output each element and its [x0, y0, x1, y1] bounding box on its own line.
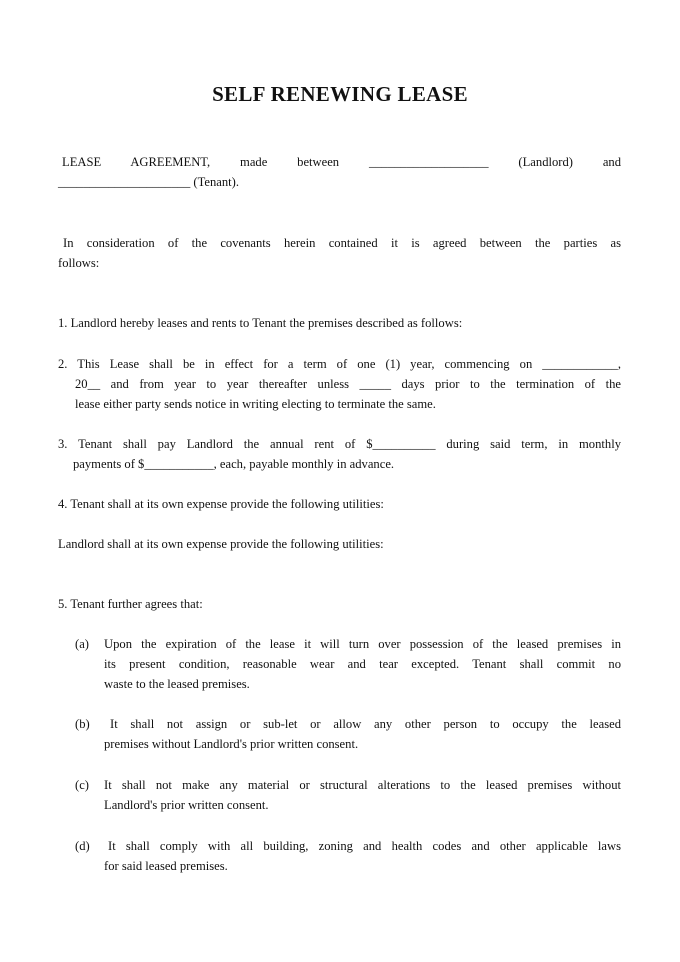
subclause-label: (d): [75, 839, 90, 853]
text-line: lease either party sends notice in writing electing to terminate the same.: [75, 397, 436, 411]
clause-5: [58, 594, 621, 614]
text-line: premises without Landlord's prior written consent.: [104, 737, 359, 751]
subclause-b: [75, 714, 621, 754]
text-line: 1. Landlord hereby leases and rents to Tenant the premises described as follows:: [58, 316, 463, 330]
text-line: 4. Tenant shall at its own expense provide the following utilities:: [58, 497, 384, 511]
text-line: It shall comply with all building, zoning and health codes and other applicable laws: [108, 839, 621, 853]
subclause-a: [75, 634, 621, 694]
text-line: follows:: [58, 256, 100, 270]
subclause-c: [75, 775, 621, 815]
text-line: for said leased premises.: [104, 859, 228, 873]
subclause-d: [75, 836, 621, 876]
clause-3: [58, 434, 621, 474]
text-line: Landlord shall at its own expense provide the following utilities:: [58, 537, 384, 551]
text-line: 5. Tenant further agrees that:: [58, 597, 203, 611]
document-title: SELF RENEWING LEASE: [212, 82, 468, 106]
text-line: It shall not assign or sub-let or allow any other person to occupy the leased: [110, 717, 621, 731]
text-line: waste to the leased premises.: [104, 677, 250, 691]
text-line: payments of $___________, each, payable monthly in advance.: [73, 457, 395, 471]
text-line: 3. Tenant shall pay Landlord the annual rent of $__________ during said term, in monthly: [58, 437, 621, 451]
text-line: Upon the expiration of the lease it will turn over possession of the leased premises in: [104, 637, 621, 651]
subclause-label: (b): [75, 717, 90, 731]
clause-1: [58, 313, 621, 333]
subclause-label: (c): [75, 778, 89, 792]
text-line: It shall not make any material or structural alterations to the leased premises without: [104, 778, 621, 792]
text-line: LEASE AGREEMENT, made between ___________________ (Landlord) and: [62, 155, 621, 169]
clause-4: [58, 494, 621, 514]
text-line: Landlord's prior written consent.: [104, 798, 269, 812]
landlord-utilities: [58, 534, 621, 554]
subclause-label: (a): [75, 637, 89, 651]
text-line: 20__ and from year to year thereafter unless _____ days prior to the termination of the: [75, 377, 621, 391]
clause-2: [58, 354, 621, 414]
text-line: In consideration of the covenants herein contained it is agreed between the parties as: [63, 236, 621, 250]
text-line: _____________________ (Tenant).: [58, 175, 240, 189]
text-line: its present condition, reasonable wear and tear excepted. Tenant shall commit no: [104, 657, 621, 671]
text-line: 2. This Lease shall be in effect for a term of one (1) year, commencing on ____________,: [58, 357, 621, 371]
intro-paragraph: [58, 152, 621, 192]
consideration-paragraph: [58, 233, 621, 273]
